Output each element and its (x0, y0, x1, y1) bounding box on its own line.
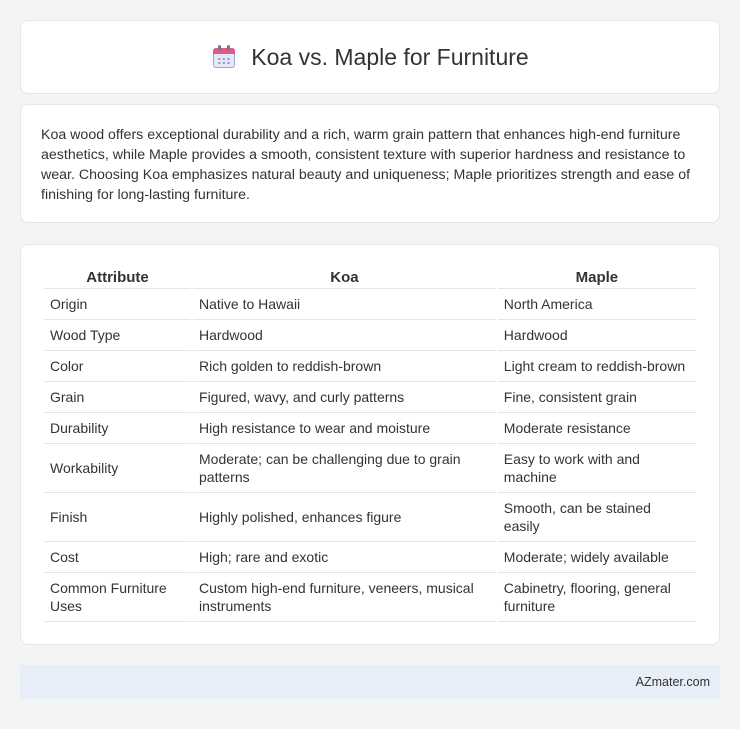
row-maple: Hardwood (498, 320, 696, 351)
table-row (44, 573, 696, 622)
row-maple: Smooth, can be stained easily (498, 493, 696, 542)
row-koa: High; rare and exotic (193, 542, 496, 573)
row-koa: Moderate; can be challenging due to grain patterns (193, 444, 496, 493)
row-attribute: Color (44, 351, 191, 382)
row-koa: Highly polished, enhances figure (193, 493, 496, 542)
intro-card (20, 104, 720, 223)
row-attribute: Wood Type (44, 320, 191, 351)
row-koa: Custom high-end furniture, veneers, musical instruments (193, 573, 496, 622)
row-attribute: Cost (44, 542, 191, 573)
row-maple: North America (498, 289, 696, 320)
row-attribute: Durability (44, 413, 191, 444)
row-attribute: Common Furniture Uses (44, 573, 191, 622)
title-wrap (211, 44, 528, 71)
row-attribute: Grain (44, 382, 191, 413)
table-header-row (44, 267, 696, 289)
table-row (44, 542, 696, 573)
row-koa: High resistance to wear and moisture (193, 413, 496, 444)
header-koa: Koa (193, 267, 496, 289)
calendar-icon (211, 44, 237, 70)
table-row (44, 493, 696, 542)
page-title: Koa vs. Maple for Furniture (251, 43, 529, 70)
table-row (44, 382, 696, 413)
row-maple: Moderate resistance (498, 413, 696, 444)
table-row (44, 351, 696, 382)
row-maple: Moderate; widely available (498, 542, 696, 573)
table-row (44, 413, 696, 444)
row-maple: Cabinetry, flooring, general furniture (498, 573, 696, 622)
intro-text: Koa wood offers exceptional durability and a rich, warm grain pattern that enhances high-end furniture aesthetics, while Maple provides a smooth, consistent texture with superior hardness and resistance to wear. Choosing Koa emphasizes natural beauty and uniqueness; Maple prioritizes strength and ease of finishing for long-lasting furniture. (41, 127, 691, 203)
row-attribute: Workability (44, 444, 191, 493)
header-attribute: Attribute (44, 267, 191, 289)
row-maple: Light cream to reddish-brown (498, 351, 696, 382)
comparison-table (42, 267, 698, 622)
row-koa: Rich golden to reddish-brown (193, 351, 496, 382)
row-attribute: Origin (44, 289, 191, 320)
header-maple: Maple (498, 267, 696, 289)
row-maple: Easy to work with and machine (498, 444, 696, 493)
table-row (44, 320, 696, 351)
comparison-card (20, 244, 720, 645)
footer-brand: AZmater.com (635, 675, 710, 689)
table-row (44, 289, 696, 320)
row-koa: Native to Hawaii (193, 289, 496, 320)
row-koa: Figured, wavy, and curly patterns (193, 382, 496, 413)
row-attribute: Finish (44, 493, 191, 542)
row-koa: Hardwood (193, 320, 496, 351)
row-maple: Fine, consistent grain (498, 382, 696, 413)
footer (20, 665, 720, 699)
header-card (20, 20, 720, 94)
table-row (44, 444, 696, 493)
